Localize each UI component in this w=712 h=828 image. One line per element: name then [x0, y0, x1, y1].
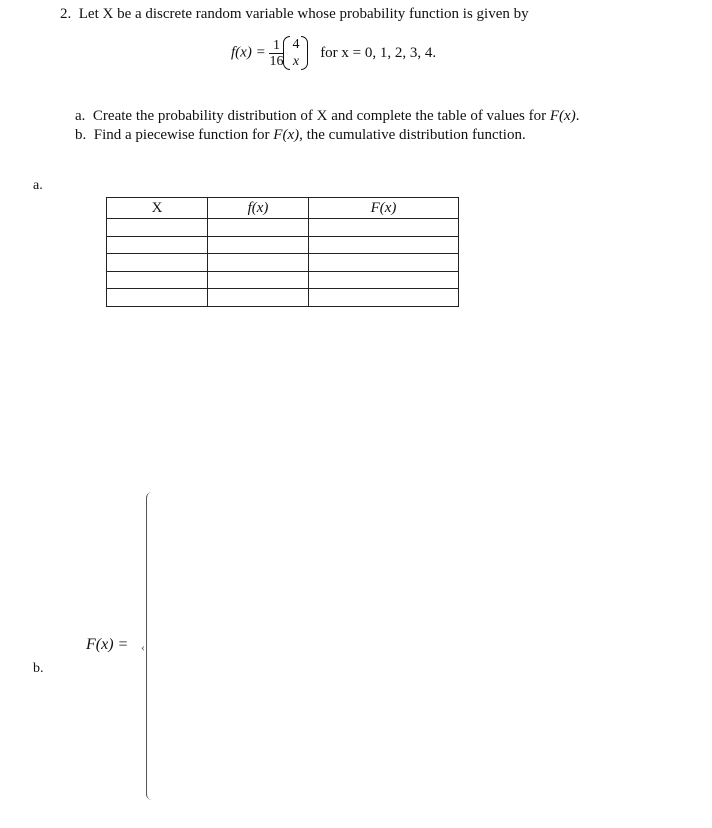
part-b-text: Find a piecewise function for	[93, 127, 274, 143]
table-cell[interactable]	[208, 289, 309, 307]
part-b-fn: F(x)	[273, 127, 300, 143]
part-a-fn: F(x)	[549, 108, 576, 124]
distribution-table	[106, 197, 459, 307]
part-b-label: b.	[75, 127, 87, 143]
table-row	[107, 236, 459, 254]
binom-bottom: x	[292, 54, 300, 69]
header-Fx: F(x)	[309, 198, 459, 219]
problem-statement: Let X be a discrete random variable whose probability function is given by	[78, 6, 529, 22]
piecewise-lhs: F(x) =	[86, 636, 129, 653]
table-header-row	[107, 198, 459, 219]
part-a-end: .	[575, 108, 580, 124]
table-cell[interactable]	[107, 254, 208, 272]
answer-a-label: a.	[33, 178, 43, 193]
table-cell[interactable]	[309, 236, 459, 254]
binom-top: 4	[292, 37, 300, 52]
table-cell[interactable]	[208, 271, 309, 289]
table-cell[interactable]	[309, 271, 459, 289]
table-cell[interactable]	[208, 236, 309, 254]
header-fx: f(x)	[208, 198, 309, 219]
fraction	[269, 38, 283, 69]
part-a	[75, 108, 579, 125]
table-cell[interactable]	[107, 271, 208, 289]
formula-domain: for x = 0, 1, 2, 3, 4.	[320, 44, 437, 61]
part-b-end: , the cumulative distribution function.	[299, 127, 526, 143]
table-cell[interactable]	[309, 219, 459, 237]
table-cell[interactable]	[107, 219, 208, 237]
problem-heading	[60, 6, 529, 23]
table-row	[107, 219, 459, 237]
piecewise-brace	[146, 492, 153, 800]
header-x: X	[107, 198, 208, 219]
formula-lhs: f(x) =	[231, 44, 266, 61]
table-row	[107, 289, 459, 307]
table-cell[interactable]	[107, 236, 208, 254]
table-row	[107, 271, 459, 289]
table-cell[interactable]	[107, 289, 208, 307]
part-b	[75, 127, 526, 144]
problem-number: 2.	[60, 6, 72, 22]
table-cell[interactable]	[309, 289, 459, 307]
table-cell[interactable]	[208, 219, 309, 237]
part-a-text: Create the probability distribution of X and complete the table of values for	[92, 108, 550, 124]
table-cell[interactable]	[309, 254, 459, 272]
numerator: 1	[269, 38, 283, 54]
brace-tip: ‹	[141, 640, 145, 654]
part-a-label: a.	[75, 108, 86, 124]
table-cell[interactable]	[208, 254, 309, 272]
answer-b-label: b.	[33, 661, 44, 676]
denominator: 16	[269, 53, 284, 69]
binomial-coefficient	[283, 36, 308, 70]
table-row	[107, 254, 459, 272]
probability-formula	[231, 36, 436, 70]
